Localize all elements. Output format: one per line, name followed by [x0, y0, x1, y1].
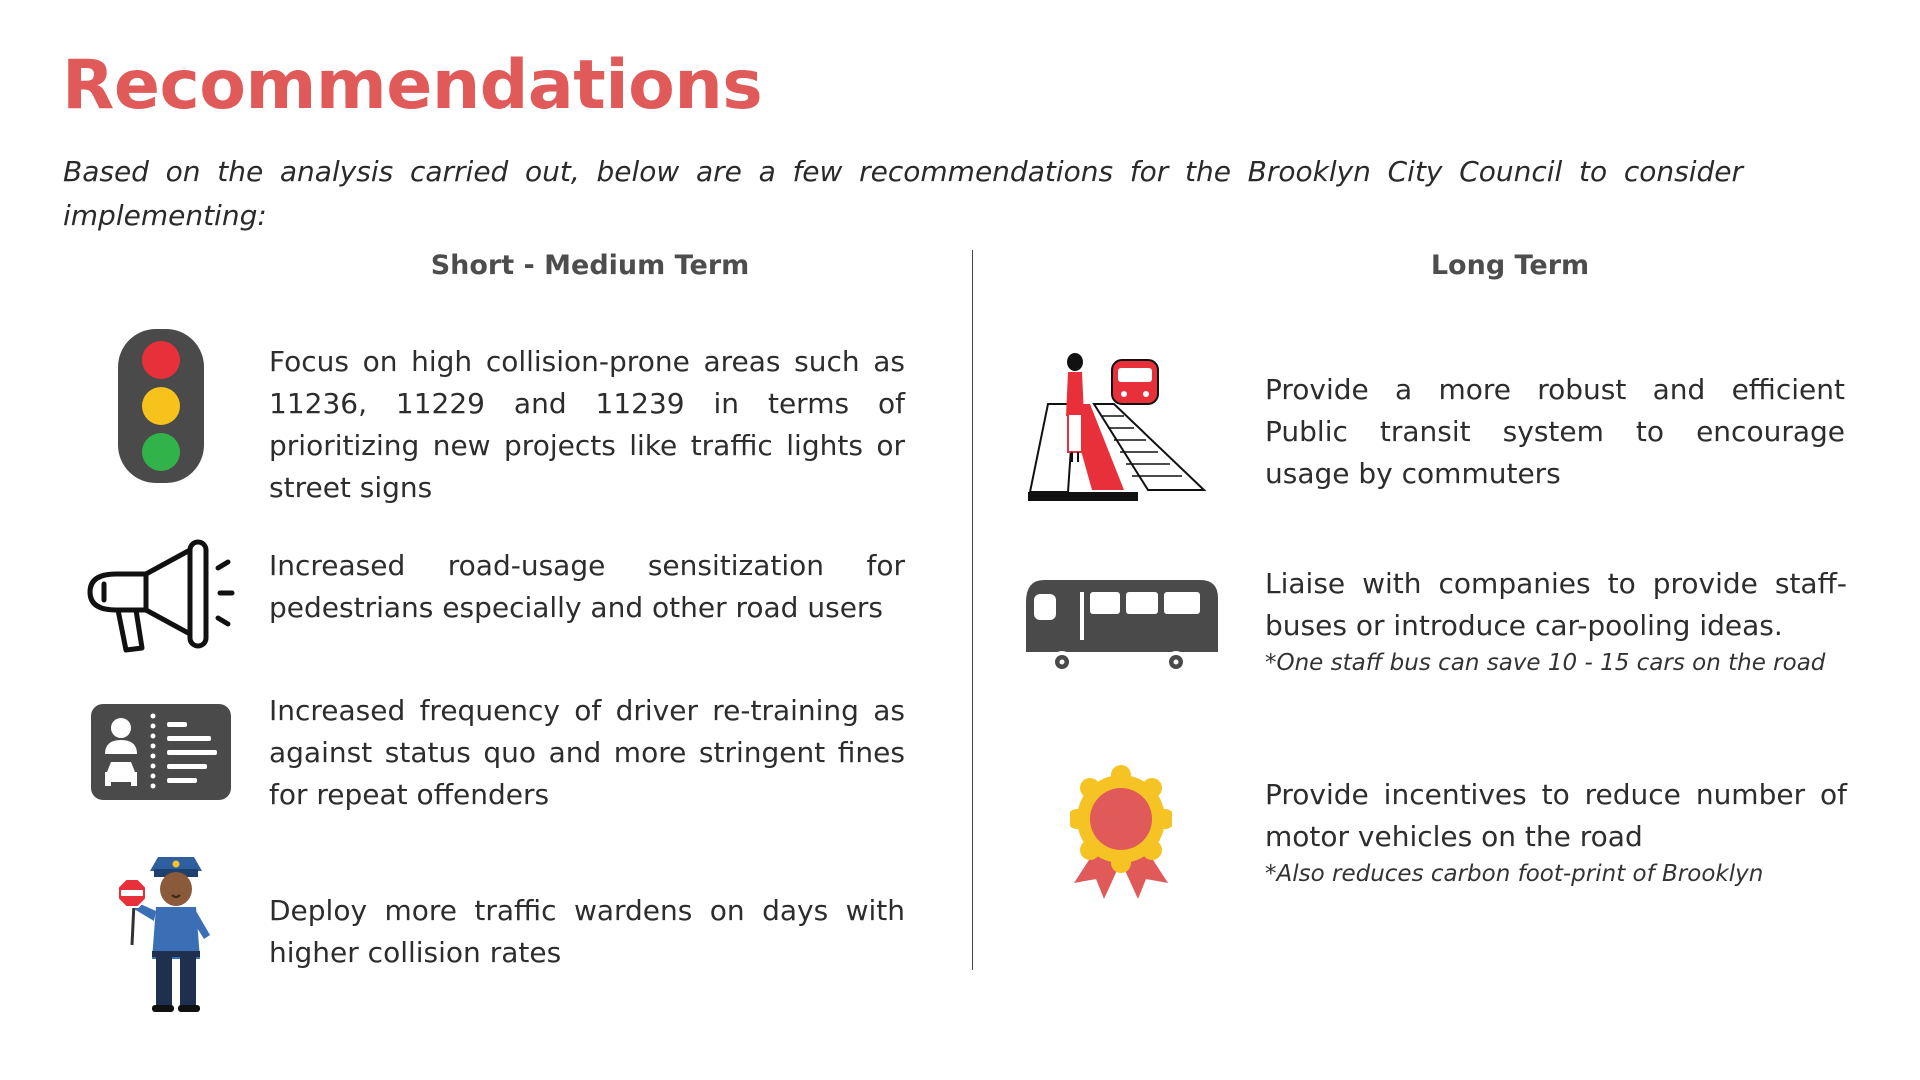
- long-item-3: [1265, 774, 1847, 890]
- long-item-3-text: Provide incentives to reduce number of motor vehicles on the road: [1265, 778, 1847, 853]
- traffic-light-icon: [116, 327, 206, 485]
- short-item-3-text: Increased frequency of driver re-training as against status quo and more stringent fines for repeat offenders: [269, 694, 905, 811]
- long-item-2-text: Liaise with companies to provide staff-buses or introduce car-pooling ideas.: [1265, 567, 1847, 642]
- short-item-4-text: Deploy more traffic wardens on days with higher collision rates: [269, 894, 905, 969]
- long-term-heading: Long Term: [1430, 250, 1590, 281]
- megaphone-icon: [86, 538, 236, 656]
- train-platform-icon: [1028, 352, 1208, 502]
- intro-text: Based on the analysis carried out, below are a few recommendations for the Brooklyn City Council to consider implementing:: [63, 155, 1743, 232]
- column-divider: [972, 250, 973, 970]
- long-item-2: [1265, 563, 1847, 679]
- bus-icon: [1024, 578, 1220, 674]
- medal-icon: [1070, 765, 1172, 899]
- long-item-2-note: *One staff bus can save 10 - 15 cars on the road: [1265, 650, 1826, 676]
- short-item-1-text: Focus on high collision-prone areas such as 11236, 11229 and 11239 in terms of prioritizing new projects like traffic lights or street signs: [269, 345, 905, 504]
- long-item-1-text: Provide a more robust and efficient Public transit system to encourage usage by commuters: [1265, 373, 1845, 490]
- driver-license-icon: [89, 702, 233, 802]
- page-title: Recommendations: [62, 46, 763, 125]
- traffic-warden-icon: [114, 855, 218, 1015]
- short-item-2-text: Increased road-usage sensitization for pedestrians especially and other road users: [269, 549, 905, 624]
- long-item-3-note: *Also reduces carbon foot-print of Brooklyn: [1265, 861, 1764, 887]
- short-medium-term-heading: Short - Medium Term: [430, 250, 750, 281]
